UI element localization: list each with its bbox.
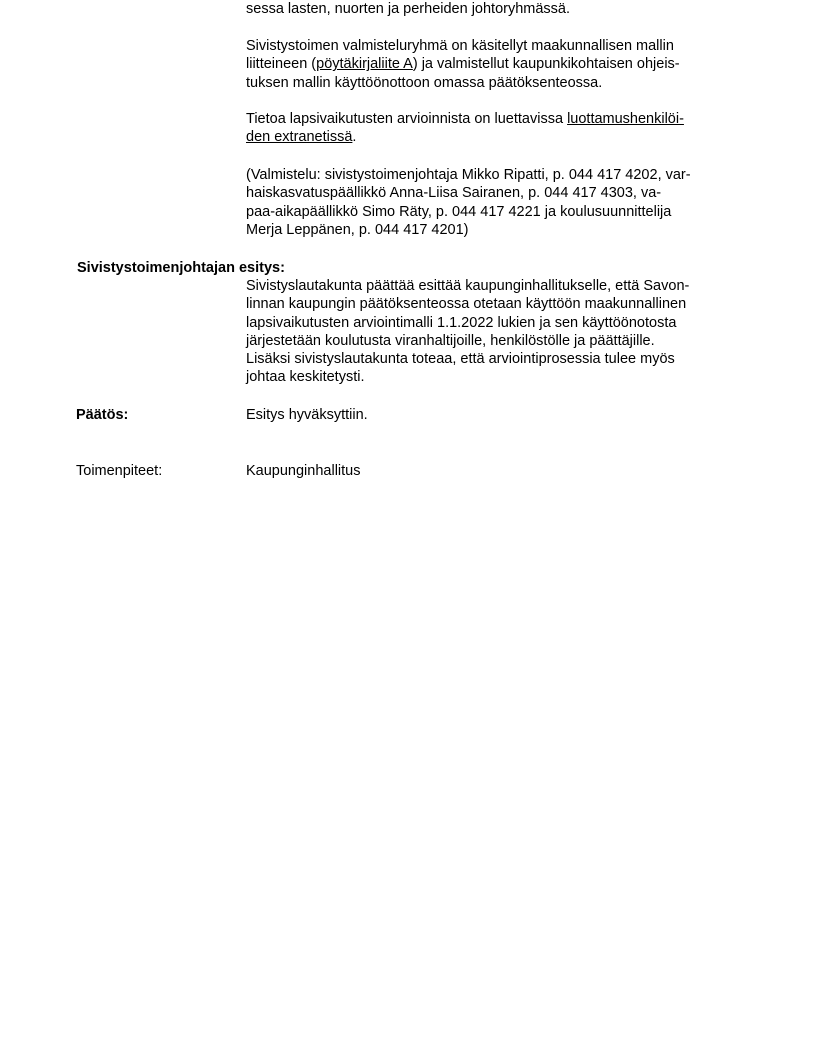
toimenpiteet-label: Toimenpiteet:: [76, 463, 163, 479]
paragraph-line: johtaa keskitetysti.: [246, 369, 365, 386]
paragraph-line: [246, 55, 746, 73]
paragraph-line: (Valmistelu: sivistystoimenjohtaja Mikko Ripatti, p. 044 417 4202, var-: [246, 167, 691, 183]
paragraph-line: [246, 128, 746, 146]
paragraph-line: haiskasvatuspäällikkö Anna-Liisa Sairanen, p. 044 417 4303, va-: [246, 185, 662, 202]
tietoa-paragraph: [246, 110, 746, 147]
extranet-link[interactable]: luottamushenkilöi-: [567, 111, 684, 127]
esitys-paragraph: [246, 277, 746, 387]
toimenpiteet-text: Kaupunginhallitus: [246, 463, 361, 479]
intro-paragraph: [246, 0, 746, 18]
paragraph-line: Sivistystoimen valmisteluryhmä on käsitellyt maakunnallisen mallin: [246, 38, 674, 54]
paragraph-line: [246, 110, 746, 128]
intro-line: sessa lasten, nuorten ja perheiden johtoryhmässä.: [246, 1, 571, 17]
paragraph-line: tuksen mallin käyttöönottoon omassa päätöksenteossa.: [246, 74, 603, 91]
paragraph-line: Lisäksi sivistyslautakunta toteaa, että arviointiprosessia tulee myös: [246, 351, 675, 368]
paatos-text: Esitys hyväksyttiin.: [246, 407, 368, 423]
paragraph-line: Merja Leppänen, p. 044 417 4201): [246, 221, 469, 238]
paragraph-text: .: [352, 129, 357, 146]
paragraph-line: Sivistyslautakunta päättää esittää kaupunginhallitukselle, että Savon-: [246, 278, 690, 294]
paragraph-line: linnan kaupungin päätöksenteossa otetaan käyttöön maakunnallinen: [246, 296, 687, 313]
valmistelu-paragraph: [246, 166, 746, 239]
paragraph-text: Tietoa lapsivaikutusten arvioinnista on luettavissa: [246, 111, 568, 127]
valmisteluryhma-paragraph: [246, 37, 746, 92]
toimenpiteet-value: [246, 462, 746, 480]
paragraph-line: lapsivaikutusten arviointimalli 1.1.2022 lukien ja sen käyttöönotosta: [246, 314, 677, 331]
paragraph-line: paa-aikapäällikkö Simo Räty, p. 044 417 4221 ja koulusuunnittelija: [246, 203, 672, 220]
paragraph-text: ) ja valmistellut kaupunkikohtaisen ohjeis-: [412, 56, 680, 73]
extranet-link-continued[interactable]: den extranetissä: [246, 129, 353, 146]
esitys-label: Sivistystoimenjohtajan esitys:: [77, 260, 285, 276]
paragraph-text: liitteineen (: [246, 56, 317, 73]
paatos-label: Päätös:: [76, 407, 129, 423]
paragraph-line: järjestetään koulutusta viranhaltijoille, henkilöstölle ja päättäjille.: [246, 332, 655, 349]
poytakirjaliite-link[interactable]: pöytäkirjaliite A: [316, 56, 413, 73]
paatos-value: [246, 406, 746, 424]
